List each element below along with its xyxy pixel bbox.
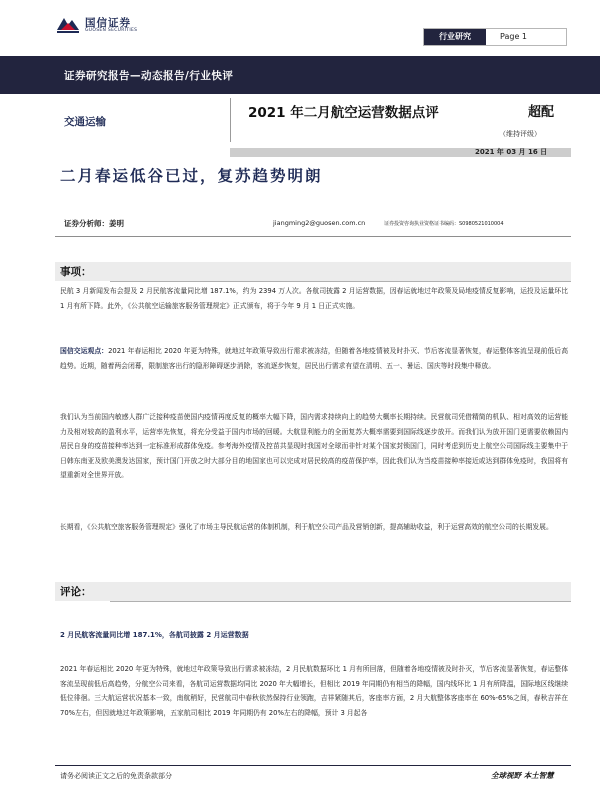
brand-name: 国信证券 [85,17,131,29]
review-section-bg [55,582,571,601]
events-paragraph: 民航 3 月新闻发布会提及 2 月民航客流量同比增 187.1%，约为 2394 万人次。各航司披露 2 月运营数据，因春运就地过年政策及局地疫情反复影响，运投及运量环比 1 月有所下降。此外，《公共航空运输旅客服务管理规定》正式颁布，将于今年 9 月 1 日正式实施。 [60,287,568,310]
industry-label: 交通运输 [64,116,106,128]
analyst-line [64,218,124,229]
view-text: 2021 年春运相比 2020 年更为特殊，就地过年政策导致出行需求被冻结，但随着各地疫情被及时扑灭、节后客流显著恢复，春运整体客流呈现前低后高趋势。近期，随着两会闭幕，限制旅客出行的隐形障碍逐步消除，客流逐步恢复，居民出行需求有望在清明、五一、暑运、国庆等时段集中释放。 [60,347,569,370]
page-number: Page 1 [500,32,527,41]
review-title: 评论： [60,586,92,598]
rating: 超配 [528,105,555,120]
events-title: 事项： [60,266,92,278]
view-label: 国信交运观点： [60,347,109,355]
footer-disclaimer[interactable]: 请务必阅读正文之后的免责条款部分 [60,772,172,780]
events-rule [110,281,571,282]
analyst-cert: 证券投资咨询执业资格证书编码：S0980521010004 [384,221,504,227]
report-title: 2021 年二月航空运营数据点评 [248,105,439,121]
report-date: 2021 年 03 月 16 日 [475,148,548,156]
review-subheading: 2 月民航客流量同比增 187.1%，各航司披露 2 月运营数据 [60,631,249,639]
analyst-label: 证券分析师： [64,219,109,228]
footer-rule [55,765,571,766]
events-section-bg [55,262,571,281]
view-paragraph [60,344,568,373]
title-divider [230,98,231,142]
review-rule [110,601,571,602]
footer-slogan: 全球视野 本土智慧 [491,771,554,780]
divider [55,236,571,237]
guosen-logo-icon [55,14,81,36]
analysis-paragraph: 我们认为当前国内敏感人群广泛接种疫苗使国内疫情再度反复的概率大幅下降，国内需求持续向上的趋势大概率长期持续。民营航司凭借精简的机队、相对高效的运营能力及相对较高的盈利水平，运营率先恢复，将充分受益于国内市场的回暖。大航显利能力的全面复苏大概率需要到国际线逐步放开。而我们认为放开国门更需要依赖国内居民自身的疫苗接种率达到一定标准形成群体免疫。参考海外疫情及控苗共显现时我国对全球而非针对某个国家封锁国门，同时考虑到历史上航空公司国际线主要集中于日韩东南亚及欧美澳发达国家，预计国门开放之时大部分目的地国家也可以完成对居民较高的疫苗保护率，因此我们认为当疫苗接种率接近或达到群体免疫时，我国将有望重新对全世界开放。 [60,413,568,479]
brand-name-en: GUOSEN SECURITIES [85,28,138,33]
analyst-email[interactable]: jiangming2@guosen.com.cn [273,219,366,227]
headline: 二月春运低谷已过，复苏趋势明朗 [60,167,323,185]
review-paragraph: 2021 年春运相比 2020 年更为特殊，就地过年政策导致出行需求被冻结，2 月民航数据环比 1 月有所回落，但随着各地疫情被及时扑灭，节后客流显著恢复，春运整体客流呈现前低后高趋势，分航空公司来看，各航司运营数据均同比 2020 年大幅增长，但相比 2019 年同期仍有相当的降幅，国内线环比 1 月有所降温，国际地区线继续低位徘徊。三大航运营状况基本一致，南航稍好，民营航司中春秋依然保持行业领跑，吉祥紧随其后，客座率方面，2 月大航整体客座率在 60%-65%之间，春秋吉祥在 70%左右，但因就地过年政策影响，五家航司相比 2019 年同期仍有 20%左右的降幅，预计 3 月起各 [60,665,568,717]
report-type: 证券研究报告—动态报告/行业快评 [64,70,234,82]
analyst-name: 姜明 [109,219,124,228]
rating-note: （维持评级） [499,130,541,138]
longterm-paragraph: 长期看，《公共航空旅客服务管理规定》强化了市场主导民航运营的体制机制，利于航空公司产品及营销创新，提高辅助收益，利于运营高效的航空公司的长期发展。 [60,523,553,531]
header-tag: 行业研究 [424,29,486,45]
